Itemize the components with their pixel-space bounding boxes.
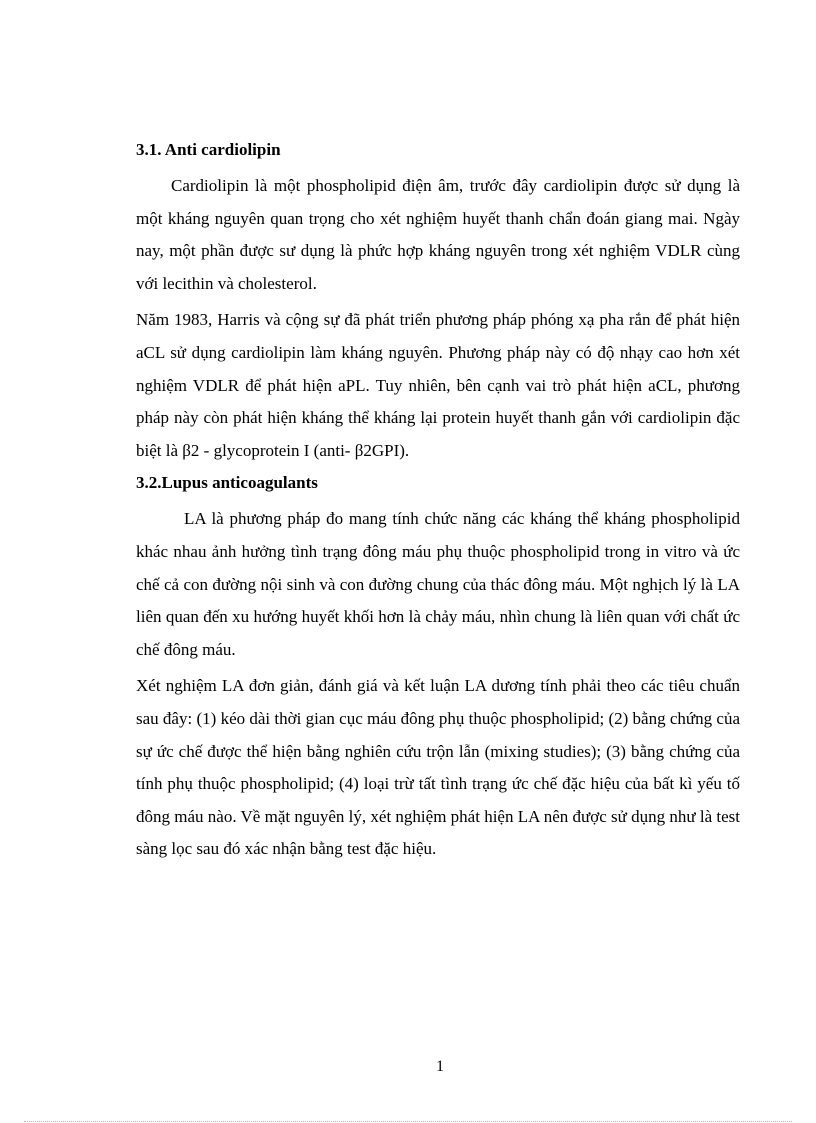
section-heading-anti-cardiolipin: 3.1. Anti cardiolipin [136,140,281,159]
section-heading-lupus-anticoagulants: 3.2.Lupus anticoagulants [136,473,318,493]
paragraph-cardiolipin-intro: Cardiolipin là một phospholipid điện âm, trước đây cardiolipin được sử dụng là một kháng nguyên quan trọng cho xét nghiệm huyết thanh chẩn đoán giang mai. Ngày nay, một phần được sư dụng là phức hợp kháng nguyên trong xét nghiệm VDLR cùng với lecithin và cholesterol. [136,176,740,293]
document-body [136,138,740,870]
paragraph-la-criteria: Xét nghiệm LA đơn giản, đánh giá và kết luận LA dương tính phải theo các tiêu chuẩn sau đây: (1) kéo dài thời gian cục máu đông phụ thuộc phospholipid; (2) bằng chứng của sự ức chế được thể hiện bằng nghiên cứu trộn lẫn (mixing studies); (3) bằng chứng của tính phụ thuộc phospholipid; (4) loại trừ tất tình trạng ức chế đặc hiệu của bất kì yếu tố đông máu nào. Về mặt nguyên lý, xét nghiệm phát hiện LA nên được sử dụng như là test sàng lọc sau đó xác nhận bằng test đặc hiệu. [136,676,740,859]
page-bottom-divider [24,1121,792,1122]
page-number: 1 [436,1058,444,1075]
paragraph-harris-1983: Năm 1983, Harris và cộng sự đã phát triển phương pháp phóng xạ pha rắn để phát hiện aCL sử dụng cardiolipin làm kháng nguyên. Phương pháp này có độ nhạy cao hơn xét nghiệm VDLR để phát hiện aPL. Tuy nhiên, bên cạnh vai trò phát hiện aCL, phương pháp này còn phát hiện kháng thể kháng lại protein huyết thanh gắn với cardiolipin đặc biệt là β2 - glycoprotein I (anti- β2GPI). [136,310,740,460]
paragraph-la-method: LA là phương pháp đo mang tính chức năng các kháng thể kháng phospholipid khác nhau ảnh hưởng tình trạng đông máu phụ thuộc phospholipid trong in vitro và ức chế cả con đường nội sinh và con đường chung của thác đông máu. Một nghịch lý là LA liên quan đến xu hướng huyết khối hơn là chảy máu, nhìn chung là liên quan với chất ức chế đông máu. [136,509,740,659]
